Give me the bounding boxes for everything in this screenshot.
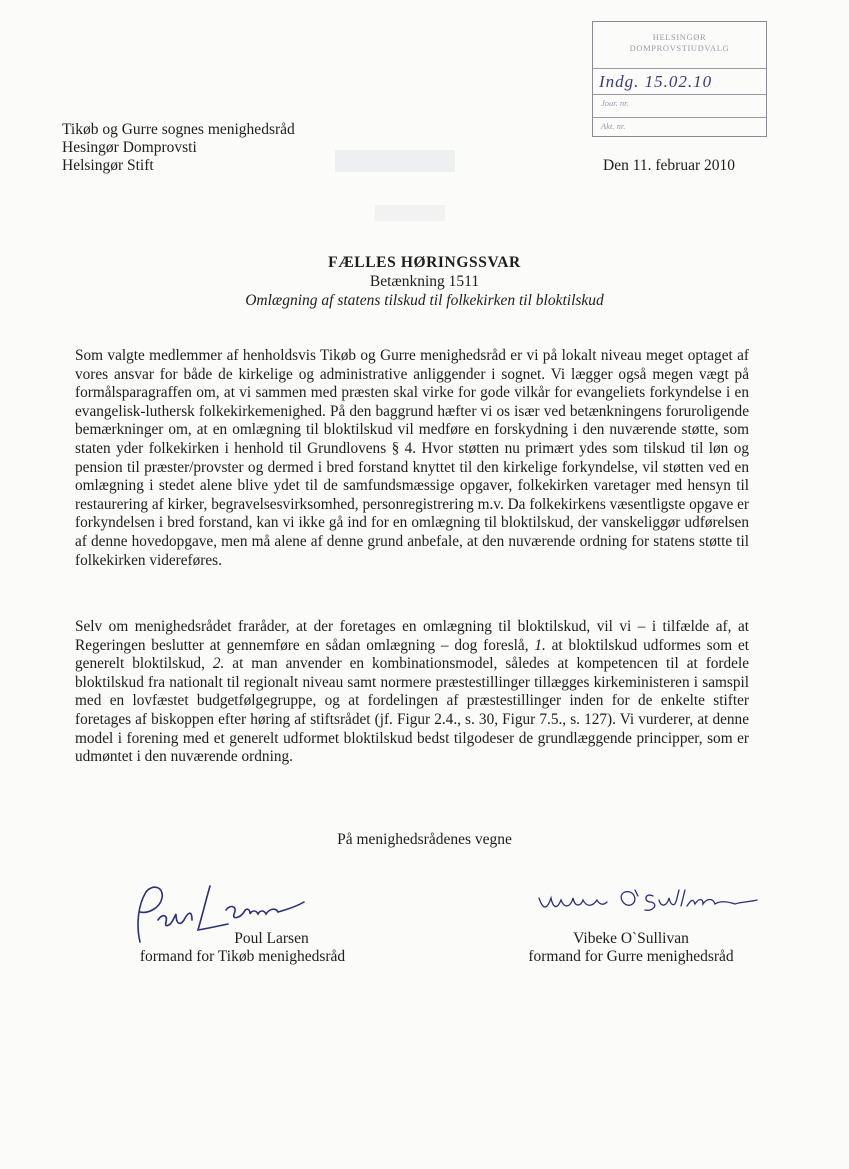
closing-line: På menighedsrådenes vegne	[337, 831, 512, 848]
received-date-handwritten: Indg. 15.02.10	[599, 72, 713, 91]
signatory-name: Vibeke O`Sullivan	[573, 930, 689, 947]
signatory-role: formand for Tikøb menighedsråd	[139, 948, 346, 965]
document-title: FÆLLES HØRINGSSVAR	[328, 254, 521, 271]
body-paragraph-1: Som valgte medlemmer af henholdsvis Tikøb og Gurre menighedsråd er vi på lokalt niveau meget optaget af vores ansvar for både de kirkelige og administrative anliggender i sognet. Vi lægger også megen vægt på formålsparagraffen om, at vi sammen med præsten skal virke for gode vilkår for evangeliets forkyndelse i en evangelisk-luthersk folkekirkemenighed. På den baggrund hæfter vi os især ved betænkningens foruroligende bemærkninger om, at en omlægning til bloktilskud vil medføre en forskydning i den nuværende støtte, som staten yder folkekirken i henhold til Grundlovens § 4. Hvor støtten nu primært ydes som tilskud til løn og pension til præster/provster og dermed i bred forstand knyttet til den kirkelige forkyndelse, vil støtten ved en omlægning i stedet alene blive ydet til de samfundsmæssige opgaver, folkekirken varetager med hensyn til restaurering af kirker, begravelsesvirksomhed, personregistrering m.v. Da folkekirkens væsentligste opgave er forkyndelsen i bred forstand, kan vi ikke gå ind for en omlægning til bloktilskud, der vanskeliggør udførelsen af denne hovedopgave, men må alene af denne grund anbefale, at den nuværende ordning for statens støtte til folkekirken videreføres.	[75, 347, 749, 569]
scan-smudge	[335, 150, 455, 172]
sender-block	[62, 121, 295, 175]
signatory-name: Poul Larsen	[234, 930, 309, 947]
received-stamp	[592, 21, 767, 137]
signature-block-2	[500, 930, 762, 966]
sender-line: Tikøb og Gurre sognes menighedsråd	[62, 121, 295, 138]
stamp-header: HELSINGØR DOMPROVSTIUDVALG	[629, 32, 730, 53]
journal-label: Jour. nr.	[601, 98, 629, 108]
signature-vibeke-osullivan	[535, 884, 760, 924]
sender-line: Helsingør Stift	[62, 157, 154, 174]
body-paragraph-2: Selv om menighedsrådet fraråder, at der foretages en omlægning til bloktilskud, vil vi – i tilfælde af, at Regeringen beslutter at gennemføre en sådan omlægning – dog foreslå, 1. at bloktilskud udformes som et generelt bloktilskud, 2. at man anvender en kombinationsmodel, således at kompetencen til at fordele bloktilskud fra nationalt til regionalt niveau samt normere præstestillinger tillægges kirkeministeren i samspil med en lovfæstet budgetfølgegruppe, og at fordelingen af præstestillinger inden for de enkelte stifter foretages af biskoppen efter høring af stiftsrådet (jf. Figur 2.4., s. 30, Figur 7.5., s. 127). Vi vurderer, at denne model i forening med et generelt udformet bloktilskud bedst tilgodeser de grundlæggende principper, som er udmøntet i den nuværende ordning.	[75, 618, 750, 766]
letter-date: Den 11. februar 2010	[603, 157, 735, 174]
sender-line: Hesingør Domprovsti	[62, 139, 197, 156]
document-subtitle: Betænkning 1511	[369, 273, 480, 290]
heading-block	[0, 253, 849, 310]
document-subject: Omlægning af statens tilskud til folkekirken til bloktilskud	[245, 292, 604, 309]
file-label: Akt. nr.	[601, 121, 626, 131]
signatory-role: formand for Gurre menighedsråd	[528, 948, 734, 965]
signature-block-1	[120, 930, 365, 966]
scan-smudge	[375, 205, 445, 221]
